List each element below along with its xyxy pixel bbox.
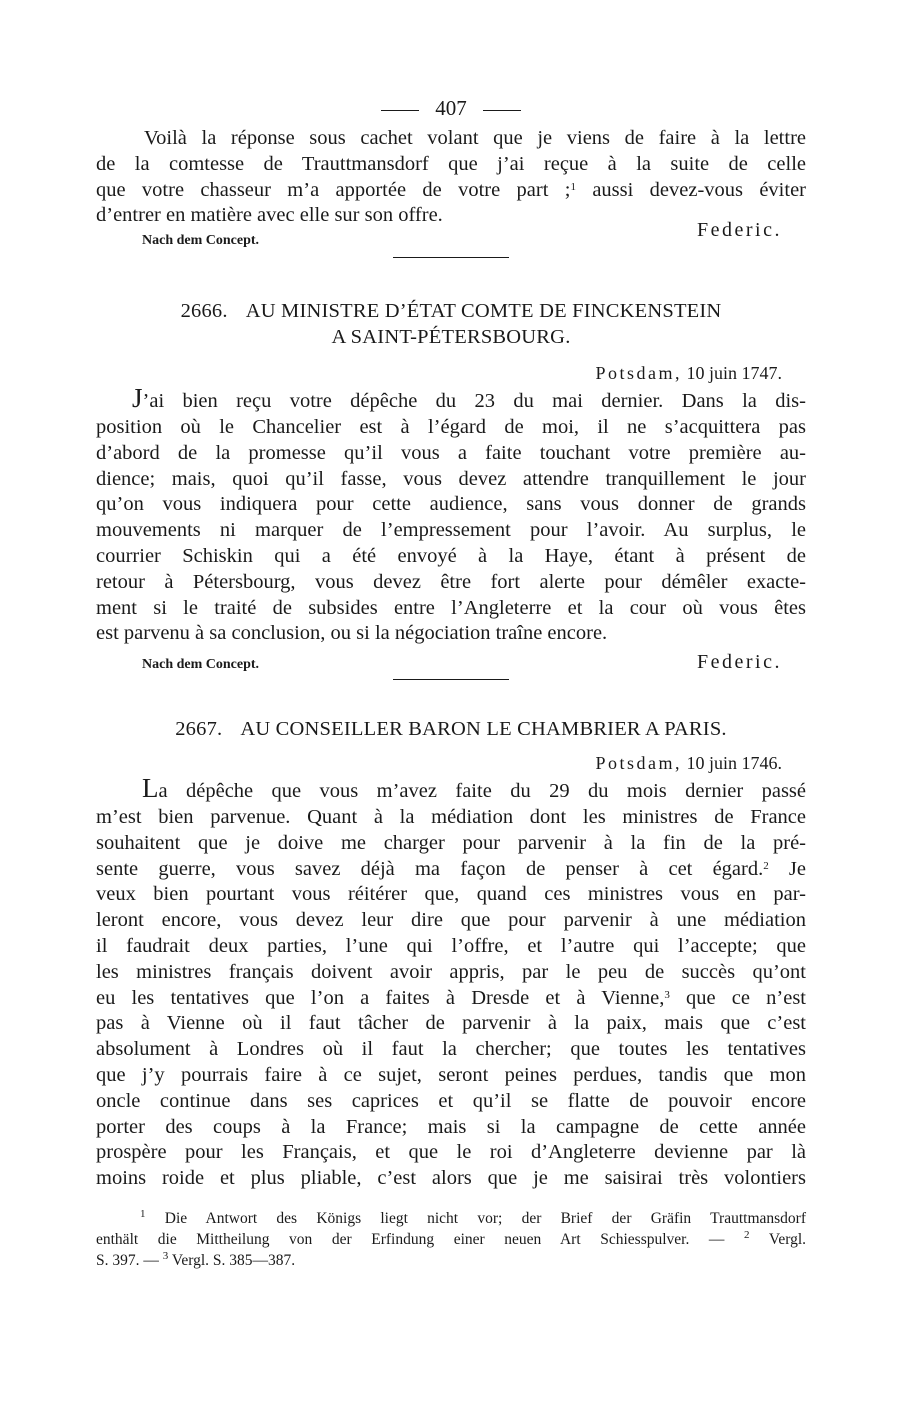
text-line: que votre chasseur m’a apportée de votre part ;$^1$ aussi devez-vous éviter xyxy=(96,178,806,201)
footnote-mark: 1 xyxy=(140,1207,146,1220)
signature: Federic. xyxy=(697,219,782,242)
footnote-ref: 2 xyxy=(763,859,769,872)
signature-row xyxy=(96,651,806,677)
text-line: position où le Chancelier est à l’égard de moi, il ne s’acquittera pas xyxy=(96,415,806,438)
text-line: de la comtesse de Trauttmansdorf que j’ai reçue à la suite de celle xyxy=(96,152,806,175)
dropcap: L xyxy=(142,773,159,804)
footnote-mark: 2 xyxy=(744,1228,750,1241)
text-line: J’ai bien reçu votre dépêche du 23 du mai dernier. Dans la dis- xyxy=(132,383,806,414)
source-note: Nach dem Concept. xyxy=(142,233,260,249)
footnote-mark: 3 xyxy=(162,1249,169,1262)
footnotes xyxy=(96,1208,806,1271)
date-place: Potsdam, xyxy=(595,753,682,774)
letter-number: 2667. xyxy=(175,718,223,741)
letter-body xyxy=(96,383,806,647)
letter-heading xyxy=(96,298,806,350)
letter-heading xyxy=(96,716,806,742)
text-line: courrier Schiskin qui a été envoyé à la Haye, étant à présent de xyxy=(96,544,806,567)
date: 10 juin 1747. xyxy=(686,363,782,384)
text-line: prospère pour les Français, et que le roi d’Angleterre devienne par là xyxy=(96,1141,806,1164)
heading-line-2: A SAINT-PÉTERSBOURG. xyxy=(331,326,571,349)
text-line: ment si le traité de subsides entre l’Angleterre et la cour où vous êtes xyxy=(96,596,806,619)
text-line: d’entrer en matière avec elle sur son offre. xyxy=(96,204,443,227)
letter-2666 xyxy=(96,298,806,680)
text-line: retour à Pétersbourg, vous devez être fort alerte pour démêler exacte- xyxy=(96,570,806,593)
page-number: 407 xyxy=(435,96,467,120)
dateline xyxy=(96,750,806,776)
page-header xyxy=(96,92,806,124)
footnote-line: S. 397. — $^3$ Vergl. S. 385—387. xyxy=(96,1249,296,1269)
footnote-ref: 3 xyxy=(664,988,670,1001)
footnote-line: $^1$ Die Antwort des Königs liegt nicht vor; der Brief der Gräfin Trauttmansdorf xyxy=(140,1207,806,1227)
prev-signature-row xyxy=(96,219,806,249)
text-line: dience; mais, quoi qu’il fasse, vous devez attendre tranquillement le jour xyxy=(96,467,806,490)
footnote-ref: 1 xyxy=(570,180,576,193)
text-line: oncle continue dans ses caprices et qu’il se flatte de pouvoir encore xyxy=(96,1089,806,1112)
text-line: les ministres français doivent avoir appris, par le peu de succès qu’ont xyxy=(96,960,806,983)
date: 10 juin 1746. xyxy=(686,753,782,774)
text-line: pas à Vienne où il faut tâcher de parvenir à la paix, mais que c’est xyxy=(96,1012,806,1035)
footnote-line: enthält die Mittheilung von der Erfindung einer neuen Art Schiesspulver. — $^2$ Vergl. xyxy=(96,1228,807,1248)
letter-body xyxy=(96,773,807,1192)
letter-2667 xyxy=(96,716,806,1192)
text-line: qu’on vous indiquera pour cette audience, sans vous donner de grands xyxy=(96,493,806,516)
text-line: il faudrait deux parties, l’une qui l’offre, et l’autre qui l’accepte; que xyxy=(96,934,806,957)
source-note: Nach dem Concept. xyxy=(142,657,260,673)
text-line: moins roide et plus pliable, c’est alors que je me saisirai très volontiers xyxy=(96,1167,806,1190)
text-line: que j’y pourrais faire à ce sujet, seront peines perdues, tandis que mon xyxy=(96,1063,806,1086)
text-line: La dépêche que vous m’avez faite du 29 du mois dernier passé xyxy=(142,773,806,804)
dropcap: J xyxy=(132,383,143,414)
date-place: Potsdam, xyxy=(595,363,682,384)
prev-letter-body xyxy=(96,126,806,258)
header-dash-left xyxy=(381,110,419,111)
letter-number: 2666. xyxy=(180,300,228,323)
text-line: leront encore, vous devez leur dire que pour parvenir à une médiation xyxy=(96,909,806,932)
text-line: porter des coups à la France; mais si la campagne de cette année xyxy=(96,1115,806,1138)
header-dash-right xyxy=(483,110,521,111)
text-line: d’abord de la promesse qu’il vous a faite touchant votre première au- xyxy=(96,441,806,464)
book-page xyxy=(96,92,806,1271)
text-line: Voilà la réponse sous cachet volant que je viens de faire à la lettre xyxy=(144,127,806,149)
text-line: sente guerre, vous savez déjà ma façon de penser à cet égard.$^2$ Je xyxy=(96,857,806,880)
text-line: eu les tentatives que l’on a faites à Dresde et à Vienne,$^3$ que ce n’est xyxy=(96,986,807,1009)
heading-line-1: AU CONSEILLER BARON LE CHAMBRIER A PARIS. xyxy=(240,718,727,741)
text-line: est parvenu à sa conclusion, ou si la négociation traîne encore. xyxy=(96,622,608,645)
text-line: souhaitent que je doive me charger pour parvenir à la fin de la pré- xyxy=(96,831,806,854)
text-line: absolument à Londres où il faut la chercher; que toutes les tentatives xyxy=(96,1038,806,1061)
section-rule xyxy=(393,257,509,258)
text-line: mouvements ni marquer de l’empressement pour l’avoir. Au surplus, le xyxy=(96,519,806,542)
dateline xyxy=(96,360,806,386)
heading-line-1: AU MINISTRE D’ÉTAT COMTE DE FINCKENSTEIN xyxy=(245,300,722,323)
signature: Federic. xyxy=(697,651,782,674)
section-rule xyxy=(393,679,509,680)
text-line: veux bien pourtant vous réitérer que, quand ces ministres vous en par- xyxy=(96,883,806,906)
text-line: m’est bien parvenue. Quant à la médiation dont les ministres de France xyxy=(96,805,806,828)
